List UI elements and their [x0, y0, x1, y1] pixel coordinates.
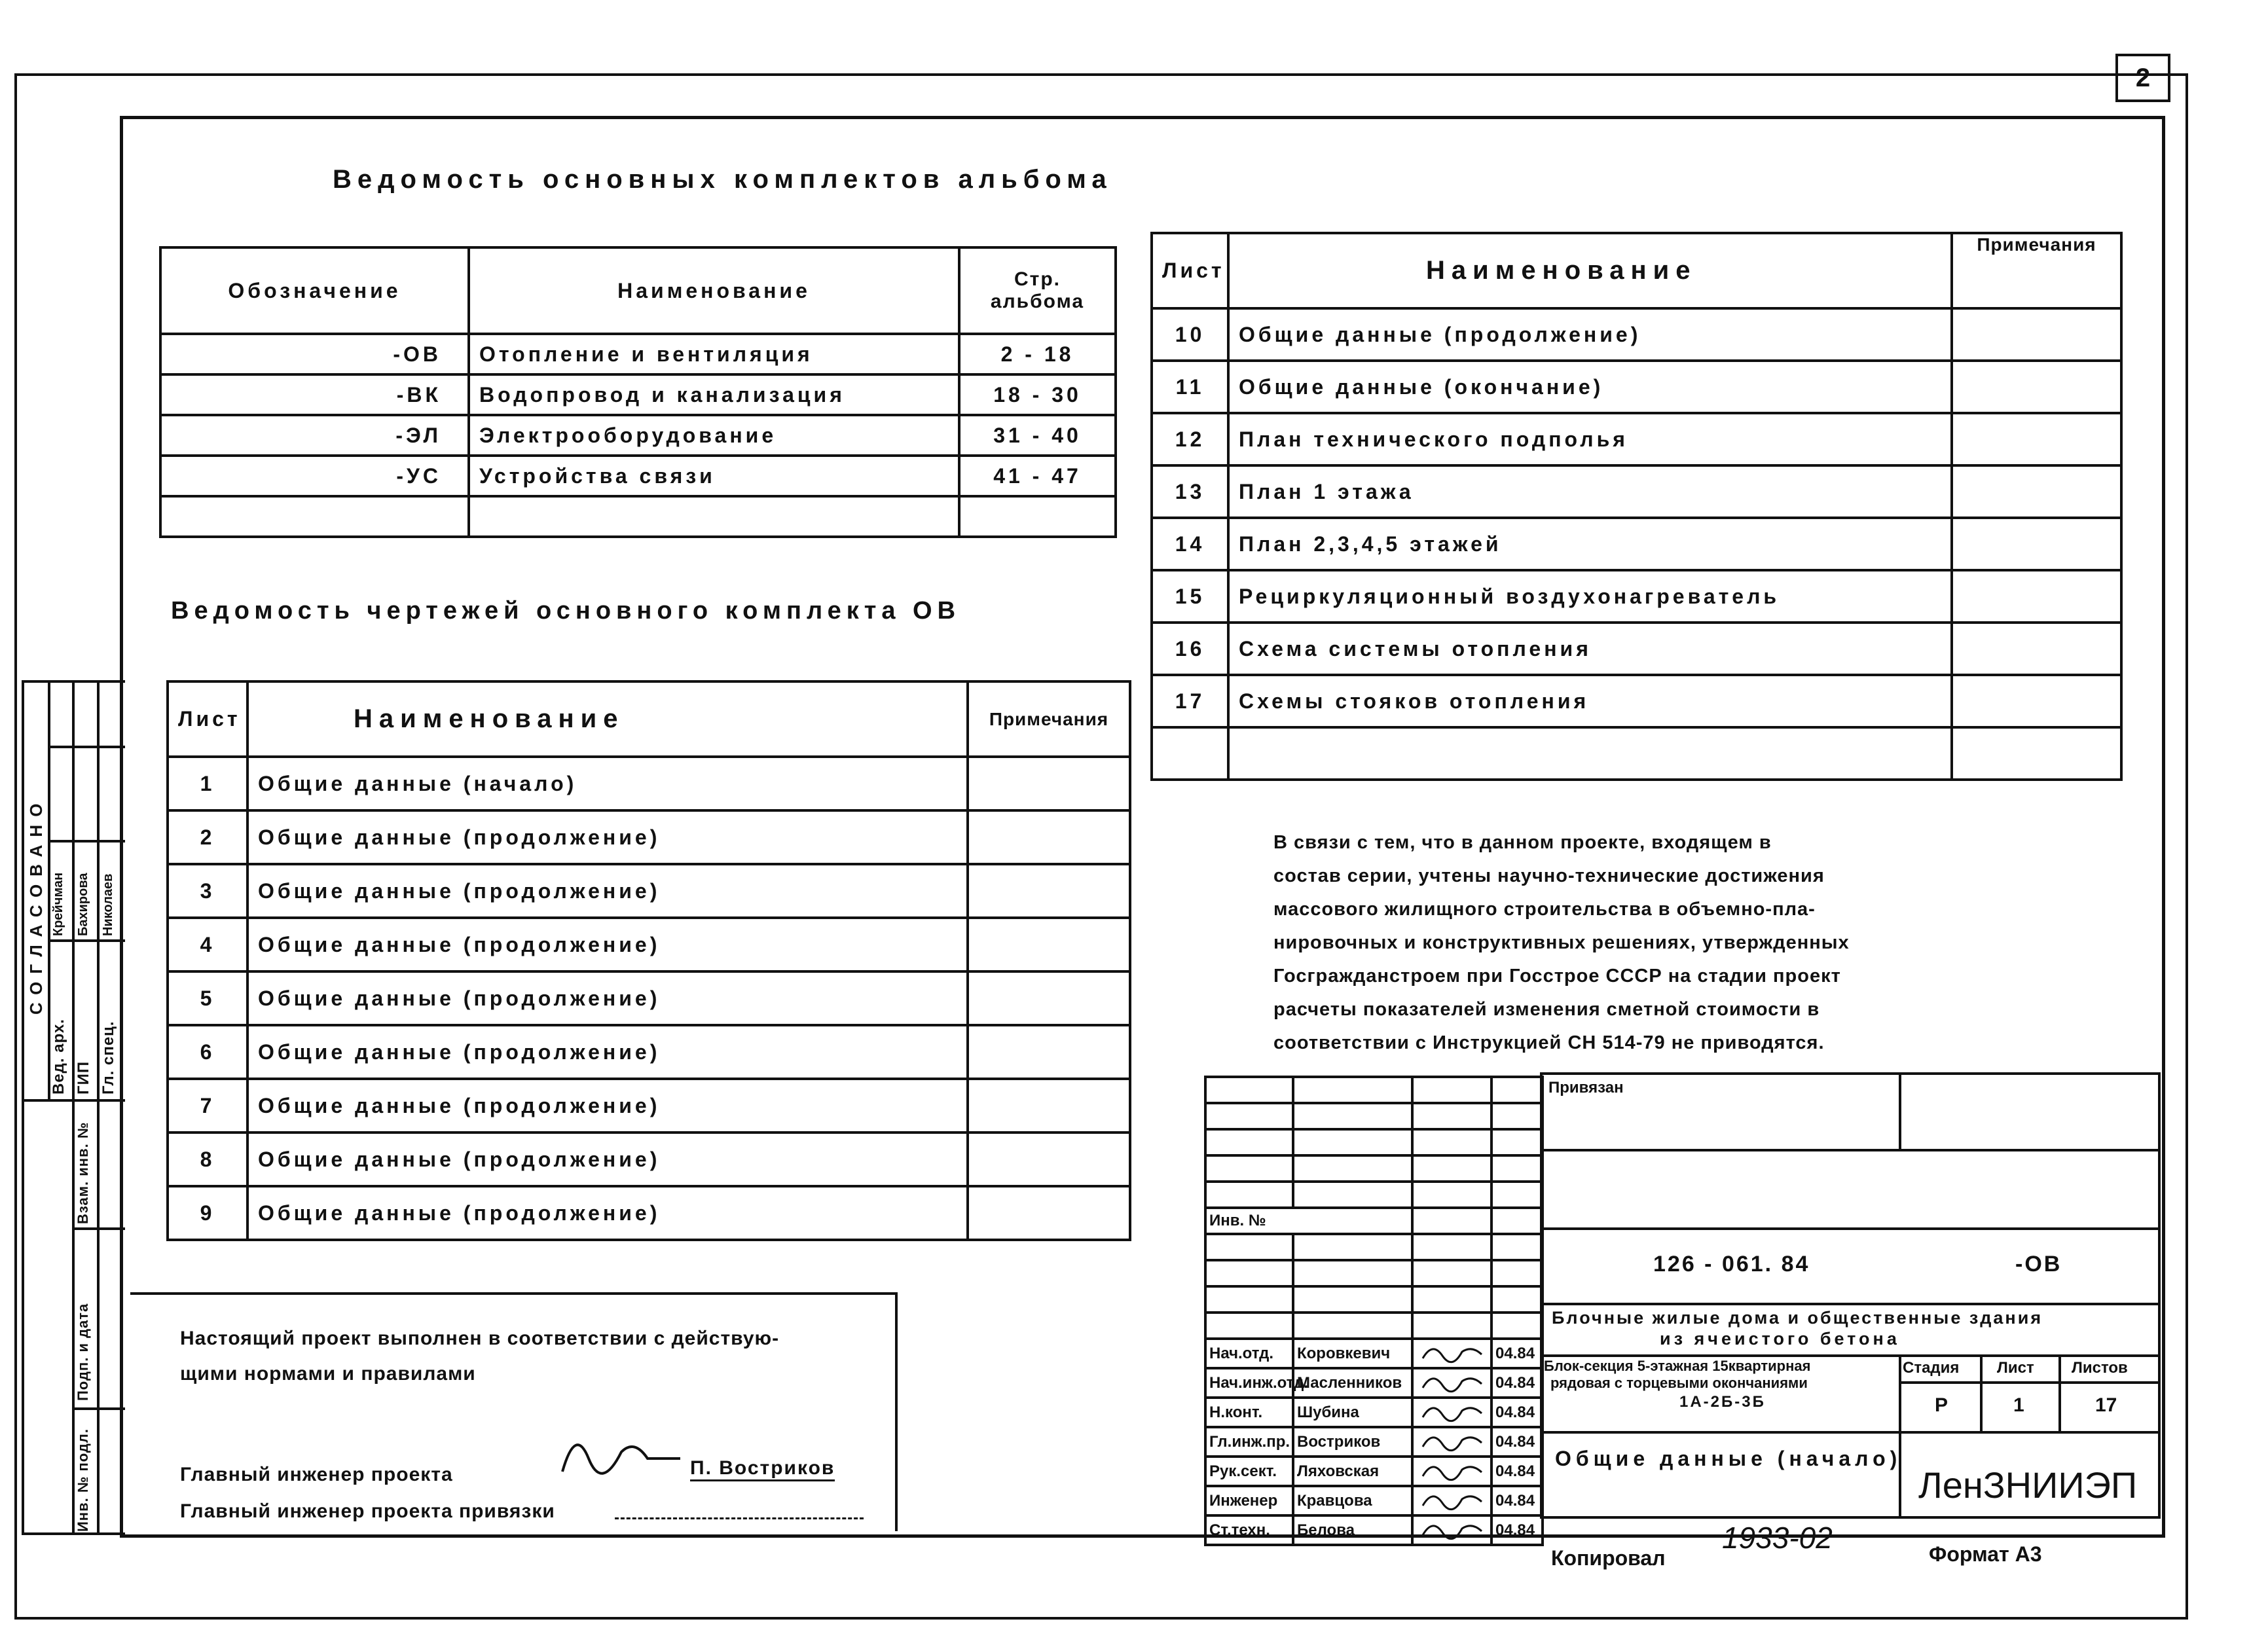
signer-date: 04.84 [1491, 1515, 1543, 1545]
agreed-label: СОГЛАСОВАНО [26, 795, 46, 1015]
name-cell: Общие данные (продолжение) [247, 971, 968, 1025]
signer-signature [1412, 1515, 1491, 1545]
signer-date: 04.84 [1491, 1339, 1543, 1368]
cell [1491, 1182, 1543, 1208]
divider [1980, 1354, 1983, 1431]
cell [1205, 1313, 1293, 1339]
signer-date: 04.84 [1491, 1427, 1543, 1457]
table-row [168, 918, 1130, 971]
table-row [1152, 623, 2121, 675]
compliance-line-1: Настоящий проект выполнен в соответствии с действую- [180, 1328, 780, 1349]
sheet-cell: 11 [1152, 361, 1228, 413]
signer-name: Коровкевич [1293, 1339, 1412, 1368]
notes-cell [968, 1079, 1130, 1133]
pages-cell: 2 - 18 [959, 334, 1116, 374]
header-name: Наименование [247, 681, 968, 757]
cell [1293, 1260, 1412, 1286]
chief-engineer-binding-label: Главный инженер проекта привязки [180, 1500, 555, 1522]
project-code: 126 - 061. 84 [1653, 1252, 1810, 1277]
table-row [168, 757, 1130, 810]
name-cell: Общие данные (продолжение) [247, 864, 968, 918]
project-suffix: -ОВ [2015, 1252, 2062, 1277]
title-block-signers-grid [1204, 1076, 1544, 1546]
table-row [168, 1133, 1130, 1186]
note-line: В связи с тем, что в данном проекте, входящем в [1273, 832, 1772, 853]
notes-cell [968, 810, 1130, 864]
sheet-cell [1152, 727, 1228, 780]
notes-cell [968, 1133, 1130, 1186]
cell [1205, 1103, 1293, 1129]
note-line: массового жилищного строительства в объемно-пла- [1273, 899, 1816, 920]
cell [1205, 1182, 1293, 1208]
table-row [1152, 727, 2121, 780]
divider [1540, 1227, 2161, 1230]
divider [48, 746, 125, 748]
table-row [1152, 465, 2121, 518]
signer-role: Нач.отд. [1205, 1339, 1293, 1368]
cell [1293, 1313, 1412, 1339]
name-cell: План 1 этажа [1228, 465, 1952, 518]
bound-label: Привязан [1548, 1079, 1624, 1096]
section-line-3: 1А-2Б-3Б [1679, 1393, 1766, 1411]
cell [1491, 1155, 1543, 1182]
cell [1412, 1077, 1491, 1103]
notes-cell [968, 757, 1130, 810]
sheet-cell: 8 [168, 1133, 247, 1186]
notes-cell [1952, 570, 2121, 623]
signer-signature [1412, 1368, 1491, 1398]
inv-label: Инв. № [1205, 1208, 1412, 1234]
drawings-table-left [166, 680, 1131, 1241]
table-row [168, 864, 1130, 918]
signer-date: 04.84 [1491, 1398, 1543, 1427]
format-label: Формат А3 [1929, 1542, 2042, 1566]
title-block-row [1205, 1427, 1543, 1457]
title-block-row [1205, 1515, 1543, 1545]
designation-cell: -ВК [160, 374, 469, 415]
table-row [1152, 570, 2121, 623]
cell [1412, 1313, 1491, 1339]
name-cell: Электрооборудование [469, 415, 959, 456]
pages-cell: 31 - 40 [959, 415, 1116, 456]
cell [1412, 1129, 1491, 1155]
name-cell: Устройства связи [469, 456, 959, 496]
signer-role: Инженер [1205, 1486, 1293, 1515]
signer-role: Н.конт. [1205, 1398, 1293, 1427]
sheet-cell: 2 [168, 810, 247, 864]
pages-cell [959, 496, 1116, 537]
name-3: Николаев [101, 873, 115, 936]
sheet-cell: 4 [168, 918, 247, 971]
cell [1205, 1129, 1293, 1155]
divider [1899, 1072, 1901, 1149]
header-name: Наименование [469, 247, 959, 334]
table-row [160, 456, 1116, 496]
stage-value: Р [1935, 1394, 1948, 1416]
notes-cell [1952, 727, 2121, 780]
sheet-cell: 7 [168, 1079, 247, 1133]
role-1: Вед. арх. [50, 1019, 67, 1095]
cell [1205, 1077, 1293, 1103]
notes-cell [968, 971, 1130, 1025]
signer-name: Шубина [1293, 1398, 1412, 1427]
cell [1205, 1260, 1293, 1286]
name-cell: Водопровод и канализация [469, 374, 959, 415]
pages-cell: 18 - 30 [959, 374, 1116, 415]
sheet-cell: 1 [168, 757, 247, 810]
cell [1293, 1103, 1412, 1129]
name-cell: Схема системы отопления [1228, 623, 1952, 675]
notes-cell [968, 864, 1130, 918]
divider [48, 939, 125, 942]
divider [1899, 1381, 2161, 1384]
cell [1412, 1103, 1491, 1129]
header-pages: Стр. альбома [959, 247, 1116, 334]
signer-signature [1412, 1457, 1491, 1486]
signer-role: Рук.сект. [1205, 1457, 1293, 1486]
table-header [168, 681, 1130, 757]
signer-name: Ляховская [1293, 1457, 1412, 1486]
title-block-row [1205, 1077, 1543, 1103]
sheet-cell: 6 [168, 1025, 247, 1079]
title-block-row [1205, 1129, 1543, 1155]
series-title-2: из ячеистого бетона [1660, 1329, 1900, 1349]
name-cell: Общие данные (продолжение) [247, 1133, 968, 1186]
title-block-row [1205, 1182, 1543, 1208]
sheet-cell: 13 [1152, 465, 1228, 518]
title-block-row [1205, 1313, 1543, 1339]
cell [1491, 1103, 1543, 1129]
compliance-box [130, 1292, 898, 1531]
name-cell [469, 496, 959, 537]
cell [1491, 1260, 1543, 1286]
cell [1491, 1129, 1543, 1155]
title-block-row [1205, 1398, 1543, 1427]
table-header [1152, 233, 2121, 308]
cell [1293, 1077, 1412, 1103]
sheet-number-box [2115, 54, 2170, 102]
name-cell: Рециркуляционный воздухонагреватель [1228, 570, 1952, 623]
name-cell: Отопление и вентиляция [469, 334, 959, 374]
section-line-2: рядовая с торцевыми окончаниями [1550, 1375, 1808, 1391]
signer-role: Нач.инж.отд. [1205, 1368, 1293, 1398]
title-block-row [1205, 1339, 1543, 1368]
cell [1293, 1182, 1412, 1208]
table-row [160, 415, 1116, 456]
note-line: Госгражданстроем при Госстрое СССР на стадии проект [1273, 966, 1841, 987]
divider [1540, 1354, 2161, 1357]
table-row [160, 374, 1116, 415]
binding-signature-line [615, 1517, 864, 1519]
notes-cell [968, 1025, 1130, 1079]
sheets-value: 17 [2095, 1394, 2117, 1416]
divider [2058, 1354, 2061, 1431]
sheets-label: Листов [2072, 1359, 2128, 1377]
role-2: ГИП [75, 1060, 92, 1095]
cell [1412, 1286, 1491, 1313]
table-row [160, 334, 1116, 374]
name-2: Бахирова [76, 873, 90, 936]
signer-date: 04.84 [1491, 1457, 1543, 1486]
designation-cell: -УС [160, 456, 469, 496]
signer-name: Масленников [1293, 1368, 1412, 1398]
section-line-1: Блок-секция 5-этажная 15квартирная [1544, 1358, 1811, 1374]
note-paragraph [1273, 826, 1994, 1060]
pages-cell: 41 - 47 [959, 456, 1116, 496]
note-line: нировочных и конструктивных решениях, утвержденных [1273, 932, 1850, 953]
cell [1491, 1234, 1543, 1260]
field-replaced-inv: Взам. инв. № [75, 1121, 91, 1224]
title-block-row [1205, 1103, 1543, 1129]
designation-cell [160, 496, 469, 537]
archive-number: 1933-02 [1722, 1521, 1833, 1555]
cell [1491, 1286, 1543, 1313]
sheet-cell: 12 [1152, 413, 1228, 465]
note-line: соответствии с Инструкцией СН 514-79 не приводятся. [1273, 1032, 1825, 1053]
organization-logo: ЛенЗНИИЭП [1918, 1464, 2138, 1506]
album-sets-title: Ведомость основных комплектов альбома [333, 165, 1112, 194]
divider [1899, 1431, 1901, 1519]
table-row [1152, 361, 2121, 413]
table-row [1152, 308, 2121, 361]
table-row [168, 971, 1130, 1025]
notes-cell [1952, 675, 2121, 727]
header-name: Наименование [1228, 233, 1952, 308]
header-sheet: Лист [168, 681, 247, 757]
cell [1412, 1260, 1491, 1286]
title-block-row [1205, 1234, 1543, 1260]
title-block-row [1205, 1457, 1543, 1486]
signer-role: Гл.инж.пр. [1205, 1427, 1293, 1457]
title-block-row [1205, 1260, 1543, 1286]
sheet-value: 1 [2013, 1394, 2024, 1416]
table-header [160, 247, 1116, 334]
sheet-label: Лист [1997, 1359, 2034, 1377]
header-sheet: Лист [1152, 233, 1228, 308]
role-3: Гл. спец. [100, 1021, 117, 1095]
field-inv-original: Инв. № подл. [75, 1428, 91, 1532]
title-block-row [1205, 1368, 1543, 1398]
divider [48, 840, 125, 843]
signer-signature [1412, 1398, 1491, 1427]
name-cell: План 2,3,4,5 этажей [1228, 518, 1952, 570]
sheet-cell: 10 [1152, 308, 1228, 361]
name-cell: Общие данные (продолжение) [247, 810, 968, 864]
copied-label: Копировал [1551, 1546, 1666, 1570]
notes-cell [1952, 361, 2121, 413]
signer-date: 04.84 [1491, 1486, 1543, 1515]
title-block-row [1205, 1155, 1543, 1182]
cell [1412, 1234, 1491, 1260]
designation-cell: -ОВ [160, 334, 469, 374]
signer-name: Востриков [1293, 1427, 1412, 1457]
cell [1491, 1208, 1543, 1234]
cell [1205, 1234, 1293, 1260]
drawings-table-right [1150, 232, 2123, 781]
table-row [1152, 518, 2121, 570]
note-line: состав серии, учтены научно-технические достижения [1273, 865, 1825, 886]
cell [1293, 1234, 1412, 1260]
cell [1491, 1077, 1543, 1103]
header-designation: Обозначение [160, 247, 469, 334]
notes-cell [1952, 623, 2121, 675]
divider [1540, 1303, 2161, 1305]
name-1: Крейчман [51, 872, 65, 936]
cell [1293, 1129, 1412, 1155]
header-notes: Примечания [968, 681, 1130, 757]
series-title-1: Блочные жилые дома и общественные здания [1552, 1308, 2043, 1328]
table-row [168, 1079, 1130, 1133]
note-line: расчеты показателей изменения сметной стоимости в [1273, 999, 1820, 1020]
sheet-cell: 17 [1152, 675, 1228, 727]
sheet-cell: 16 [1152, 623, 1228, 675]
title-block-row [1205, 1286, 1543, 1313]
cell [1412, 1182, 1491, 1208]
compliance-line-2: щими нормами и правилами [180, 1363, 476, 1385]
chief-engineer-label: Главный инженер проекта [180, 1464, 453, 1485]
name-cell: Общие данные (окончание) [1228, 361, 1952, 413]
table-row [1152, 413, 2121, 465]
name-cell: Общие данные (продолжение) [247, 1079, 968, 1133]
name-cell [1228, 727, 1952, 780]
signer-date: 04.84 [1491, 1368, 1543, 1398]
signer-role: Ст.техн. [1205, 1515, 1293, 1545]
cell [1205, 1286, 1293, 1313]
name-cell: Общие данные (начало) [247, 757, 968, 810]
name-cell: План технического подполья [1228, 413, 1952, 465]
notes-cell [1952, 308, 2121, 361]
table-row [1152, 675, 2121, 727]
signer-signature [1412, 1339, 1491, 1368]
table-row [168, 1025, 1130, 1079]
sheet-cell: 9 [168, 1186, 247, 1240]
divider [1899, 1354, 1901, 1431]
notes-cell [968, 1186, 1130, 1240]
table-row [160, 496, 1116, 537]
header-notes: Примечания [1952, 233, 2121, 308]
divider [97, 1099, 100, 1535]
name-cell: Схемы стояков отопления [1228, 675, 1952, 727]
sheet-cell: 15 [1152, 570, 1228, 623]
notes-cell [1952, 465, 2121, 518]
drawings-title: Ведомость чертежей основного комплекта ОВ [171, 597, 961, 625]
sheet-cell: 3 [168, 864, 247, 918]
title-block-row [1205, 1208, 1543, 1234]
stage-label: Стадия [1903, 1359, 1960, 1377]
table-row [168, 1186, 1130, 1240]
name-cell: Общие данные (продолжение) [247, 918, 968, 971]
name-cell: Общие данные (продолжение) [247, 1025, 968, 1079]
signer-signature [1412, 1486, 1491, 1515]
cell [1293, 1286, 1412, 1313]
cell [1293, 1155, 1412, 1182]
designation-cell: -ЭЛ [160, 415, 469, 456]
drawing-name: Общие данные (начало) [1555, 1447, 1902, 1470]
signer-name: Кравцова [1293, 1486, 1412, 1515]
chief-engineer-name: П. Востриков [690, 1457, 835, 1481]
chief-engineer-signature [549, 1419, 693, 1485]
sheet-cell: 5 [168, 971, 247, 1025]
cell [1491, 1313, 1543, 1339]
sheet-cell: 14 [1152, 518, 1228, 570]
title-block-row [1205, 1486, 1543, 1515]
cell [1205, 1155, 1293, 1182]
name-cell: Общие данные (продолжение) [247, 1186, 968, 1240]
notes-cell [1952, 518, 2121, 570]
sheet-number: 2 [2135, 63, 2151, 92]
field-sign-date: Подп. и дата [75, 1303, 91, 1401]
album-sets-table [159, 246, 1117, 538]
signer-signature [1412, 1427, 1491, 1457]
divider [1540, 1149, 2161, 1151]
cell [1412, 1155, 1491, 1182]
cell [1412, 1208, 1491, 1234]
notes-cell [968, 918, 1130, 971]
signer-name: Белова [1293, 1515, 1412, 1545]
name-cell: Общие данные (продолжение) [1228, 308, 1952, 361]
table-row [168, 810, 1130, 864]
divider [1540, 1431, 2161, 1434]
notes-cell [1952, 413, 2121, 465]
